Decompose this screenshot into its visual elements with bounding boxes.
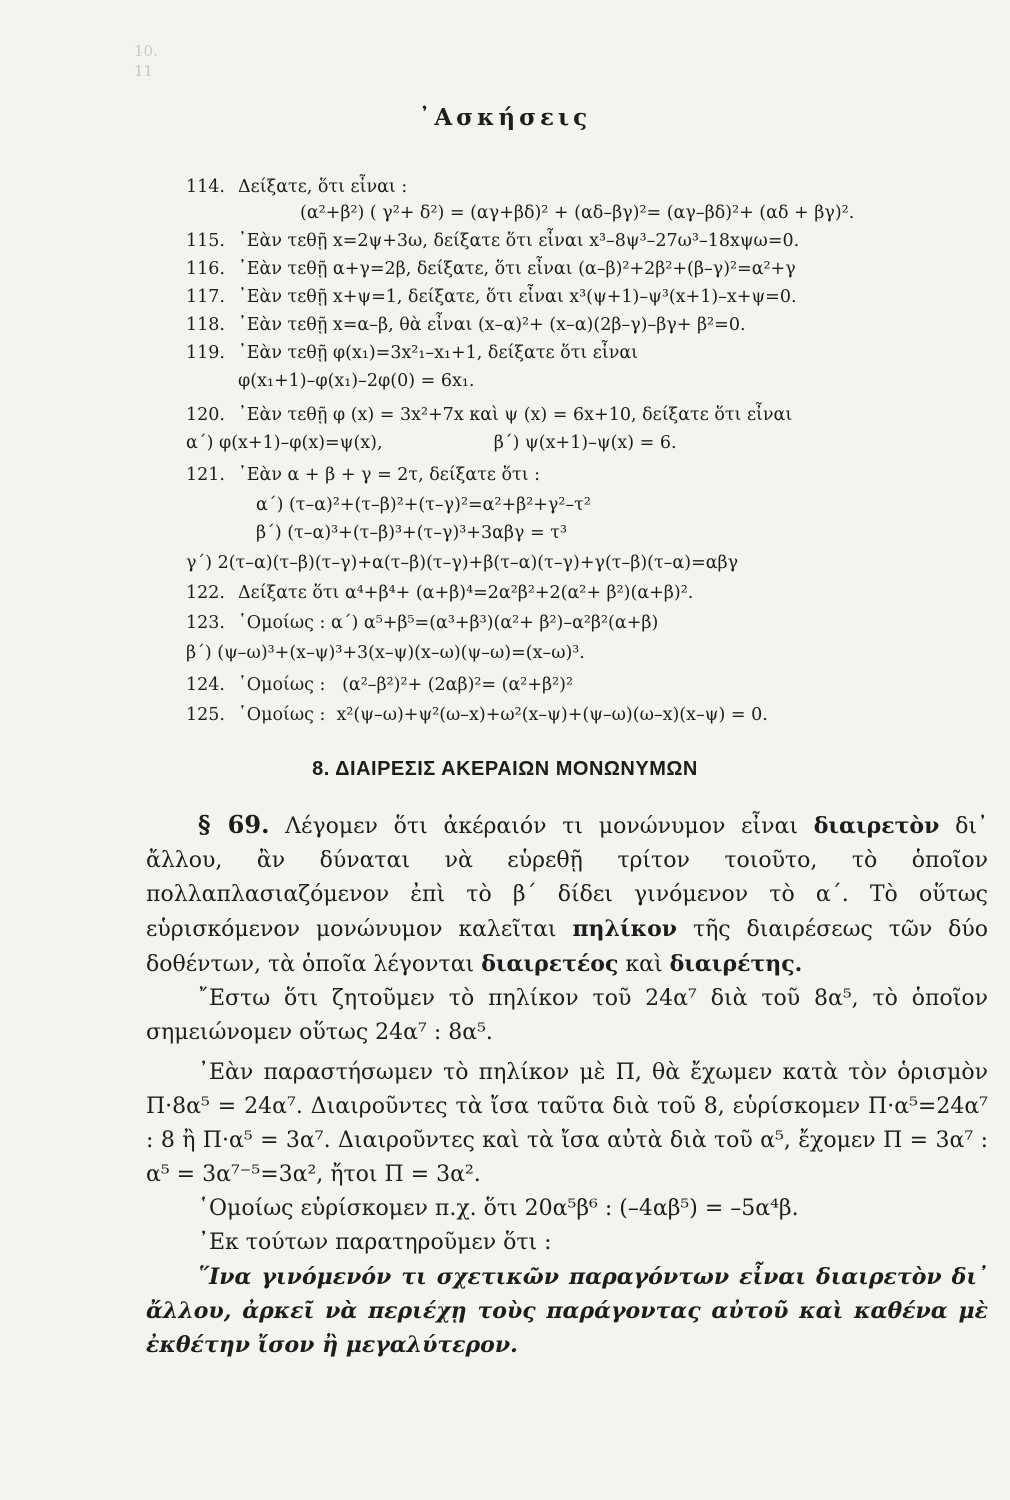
paragraph-definition: § 69. Λέγομεν ὅτι ἀκέραιόν τι μονώνυμον εἶναι διαιρετὸν δι᾿ ἄλλου, ἂν δύναται νὰ εὑρεθῇ τρίτον τοιοῦτο, τὸ ὁποῖον πολλαπλασιαζόμενον ἐπὶ τὸ β΄ δίδει γινόμενον τὸ α΄. Τὸ οὕτως εὑρισκόμενον μονώνυμον καλεῖται πηλίκον τῆς διαιρέσεως τῶν δύο δοθέντων, τὰ ὁποῖα λέγονται διαιρετέος καὶ διαιρέτης. [146,810,988,977]
exercise-114-formula: (α²+β²) ( γ²+ δ²) = (αγ+βδ)² + (αδ–βγ)²= (αγ–βδ)²+ (αδ + βγ)². [300,203,855,223]
exercises-title: ᾿Ασκήσεις [418,104,592,131]
paragraph-example: ῎Εστω ὅτι ζητοῦμεν τὸ πηλίκον τοῦ 24α⁷ διὰ τοῦ 8α⁵, τὸ ὁποῖον σημειώνομεν οὕτως 24α⁷ : 8α⁵. [146,986,988,1045]
exercise-116: 116. ᾿Εὰν τεθῇ α+γ=2β, δείξατε, ὅτι εἶναι (α–β)²+2β²+(β–γ)²=α²+γ [186,259,796,279]
exercise-118: 118. ᾿Εὰν τεθῇ x=α–β, θὰ εἶναι (x–α)²+ (x–α)(2β–γ)–βγ+ β²=0. [186,315,746,335]
exercise-117: 117. ᾿Εὰν τεθῇ x+ψ=1, δείξατε, ὅτι εἶναι x³(ψ+1)–ψ³(x+1)–x+ψ=0. [186,287,797,307]
rule-statement: ῞Ινα γινόμενόν τι σχετικῶν παραγόντων εἶναι διαιρετὸν δι᾿ ἄλλου, ἀρκεῖ νὰ περιέχῃ τοὺς παράγοντας αὐτοῦ καὶ καθένα μὲ ἐκθέτην ἴσον ἢ μεγαλύτερον. [146,1264,988,1358]
exercise-124: 124. ῾Ομοίως : (α²–β²)²+ (2αβ)²= (α²+β²)² [186,675,573,695]
exercise-120-parts: α΄) φ(x+1)–φ(x)=ψ(x), β΄) ψ(x+1)–ψ(x) = 6. [186,433,677,453]
bleed-through-page-number-second: 11 [134,62,154,80]
exercise-123: 123. ῾Ομοίως : α΄) α⁵+β⁵=(α³+β³)(α²+ β²)–α²β²(α+β) [186,613,659,633]
section-body [146,808,988,1362]
exercise-119-formula: φ(x₁+1)–φ(x₁)–2φ(0) = 6x₁. [238,371,475,391]
paragraph-derivation: ᾿Εὰν παραστήσωμεν τὸ πηλίκον μὲ Π, θὰ ἔχωμεν κατὰ τὸν ὁρισμὸν Π·8α⁵ = 24α⁷. Διαιροῦντες τὰ ἴσα ταῦτα διὰ τοῦ 8, εὑρίσκομεν Π·α⁵=24α⁷ : 8 ἢ Π·α⁵ = 3α⁷. Διαιροῦντες καὶ τὰ ἴσα αὐτὰ διὰ τοῦ α⁵, ἔχομεν Π = 3α⁷ : α⁵ = 3α⁷⁻⁵=3α², ἤτοι Π = 3α². [146,1060,988,1187]
exercise-121-c: γ΄) 2(τ–α)(τ–β)(τ–γ)+α(τ–β)(τ–γ)+β(τ–α)(τ–γ)+γ(τ–β)(τ–α)=αβγ [186,553,739,573]
paragraph-observation: ᾿Εκ τούτων παρατηροῦμεν ὅτι : [198,1230,552,1255]
exercise-121-a: α΄) (τ–α)²+(τ–β)²+(τ–γ)²=α²+β²+γ²–τ² [256,495,591,515]
exercise-120: 120. ᾿Εὰν τεθῇ φ (x) = 3x²+7x καὶ ψ (x) = 6x+10, δείξατε ὅτι εἶναι [186,405,793,425]
exercise-122: 122. Δείξατε ὅτι α⁴+β⁴+ (α+β)⁴=2α²β²+2(α²+ β²)(α+β)². [186,583,694,603]
section-heading: 8. ΔΙΑΙΡΕΣΙΣ ΑΚΕΡΑΙΩΝ ΜΟΝΩΝΥΜΩΝ [312,758,698,780]
exercise-114: 114. Δείξατε, ὅτι εἶναι : [186,177,408,197]
exercise-121: 121. ᾿Εὰν α + β + γ = 2τ, δείξατε ὅτι : [186,465,541,485]
exercise-123-b: β΄) (ψ–ω)³+(x–ψ)³+3(x–ψ)(x–ω)(ψ–ω)=(x–ω)³. [186,643,585,663]
exercise-119: 119. ᾿Εὰν τεθῇ φ(x₁)=3x²₁–x₁+1, δείξατε ὅτι εἶναι [186,343,639,363]
paragraph-similar: ῾Ομοίως εὑρίσκομεν π.χ. ὅτι 20α⁵β⁶ : (–4αβ⁵) = –5α⁴β. [198,1196,799,1221]
bleed-through-page-number: 10. [134,42,158,60]
exercise-115: 115. ᾿Εὰν τεθῇ x=2ψ+3ω, δείξατε ὅτι εἶναι x³–8ψ³–27ω³–18xψω=0. [186,231,800,251]
exercise-121-b: β΄) (τ–α)³+(τ–β)³+(τ–γ)³+3αβγ = τ³ [256,523,567,543]
exercise-125: 125. ῾Ομοίως : x²(ψ–ω)+ψ²(ω–x)+ω²(x–ψ)+(ψ–ω)(ω–x)(x–ψ) = 0. [186,705,768,725]
